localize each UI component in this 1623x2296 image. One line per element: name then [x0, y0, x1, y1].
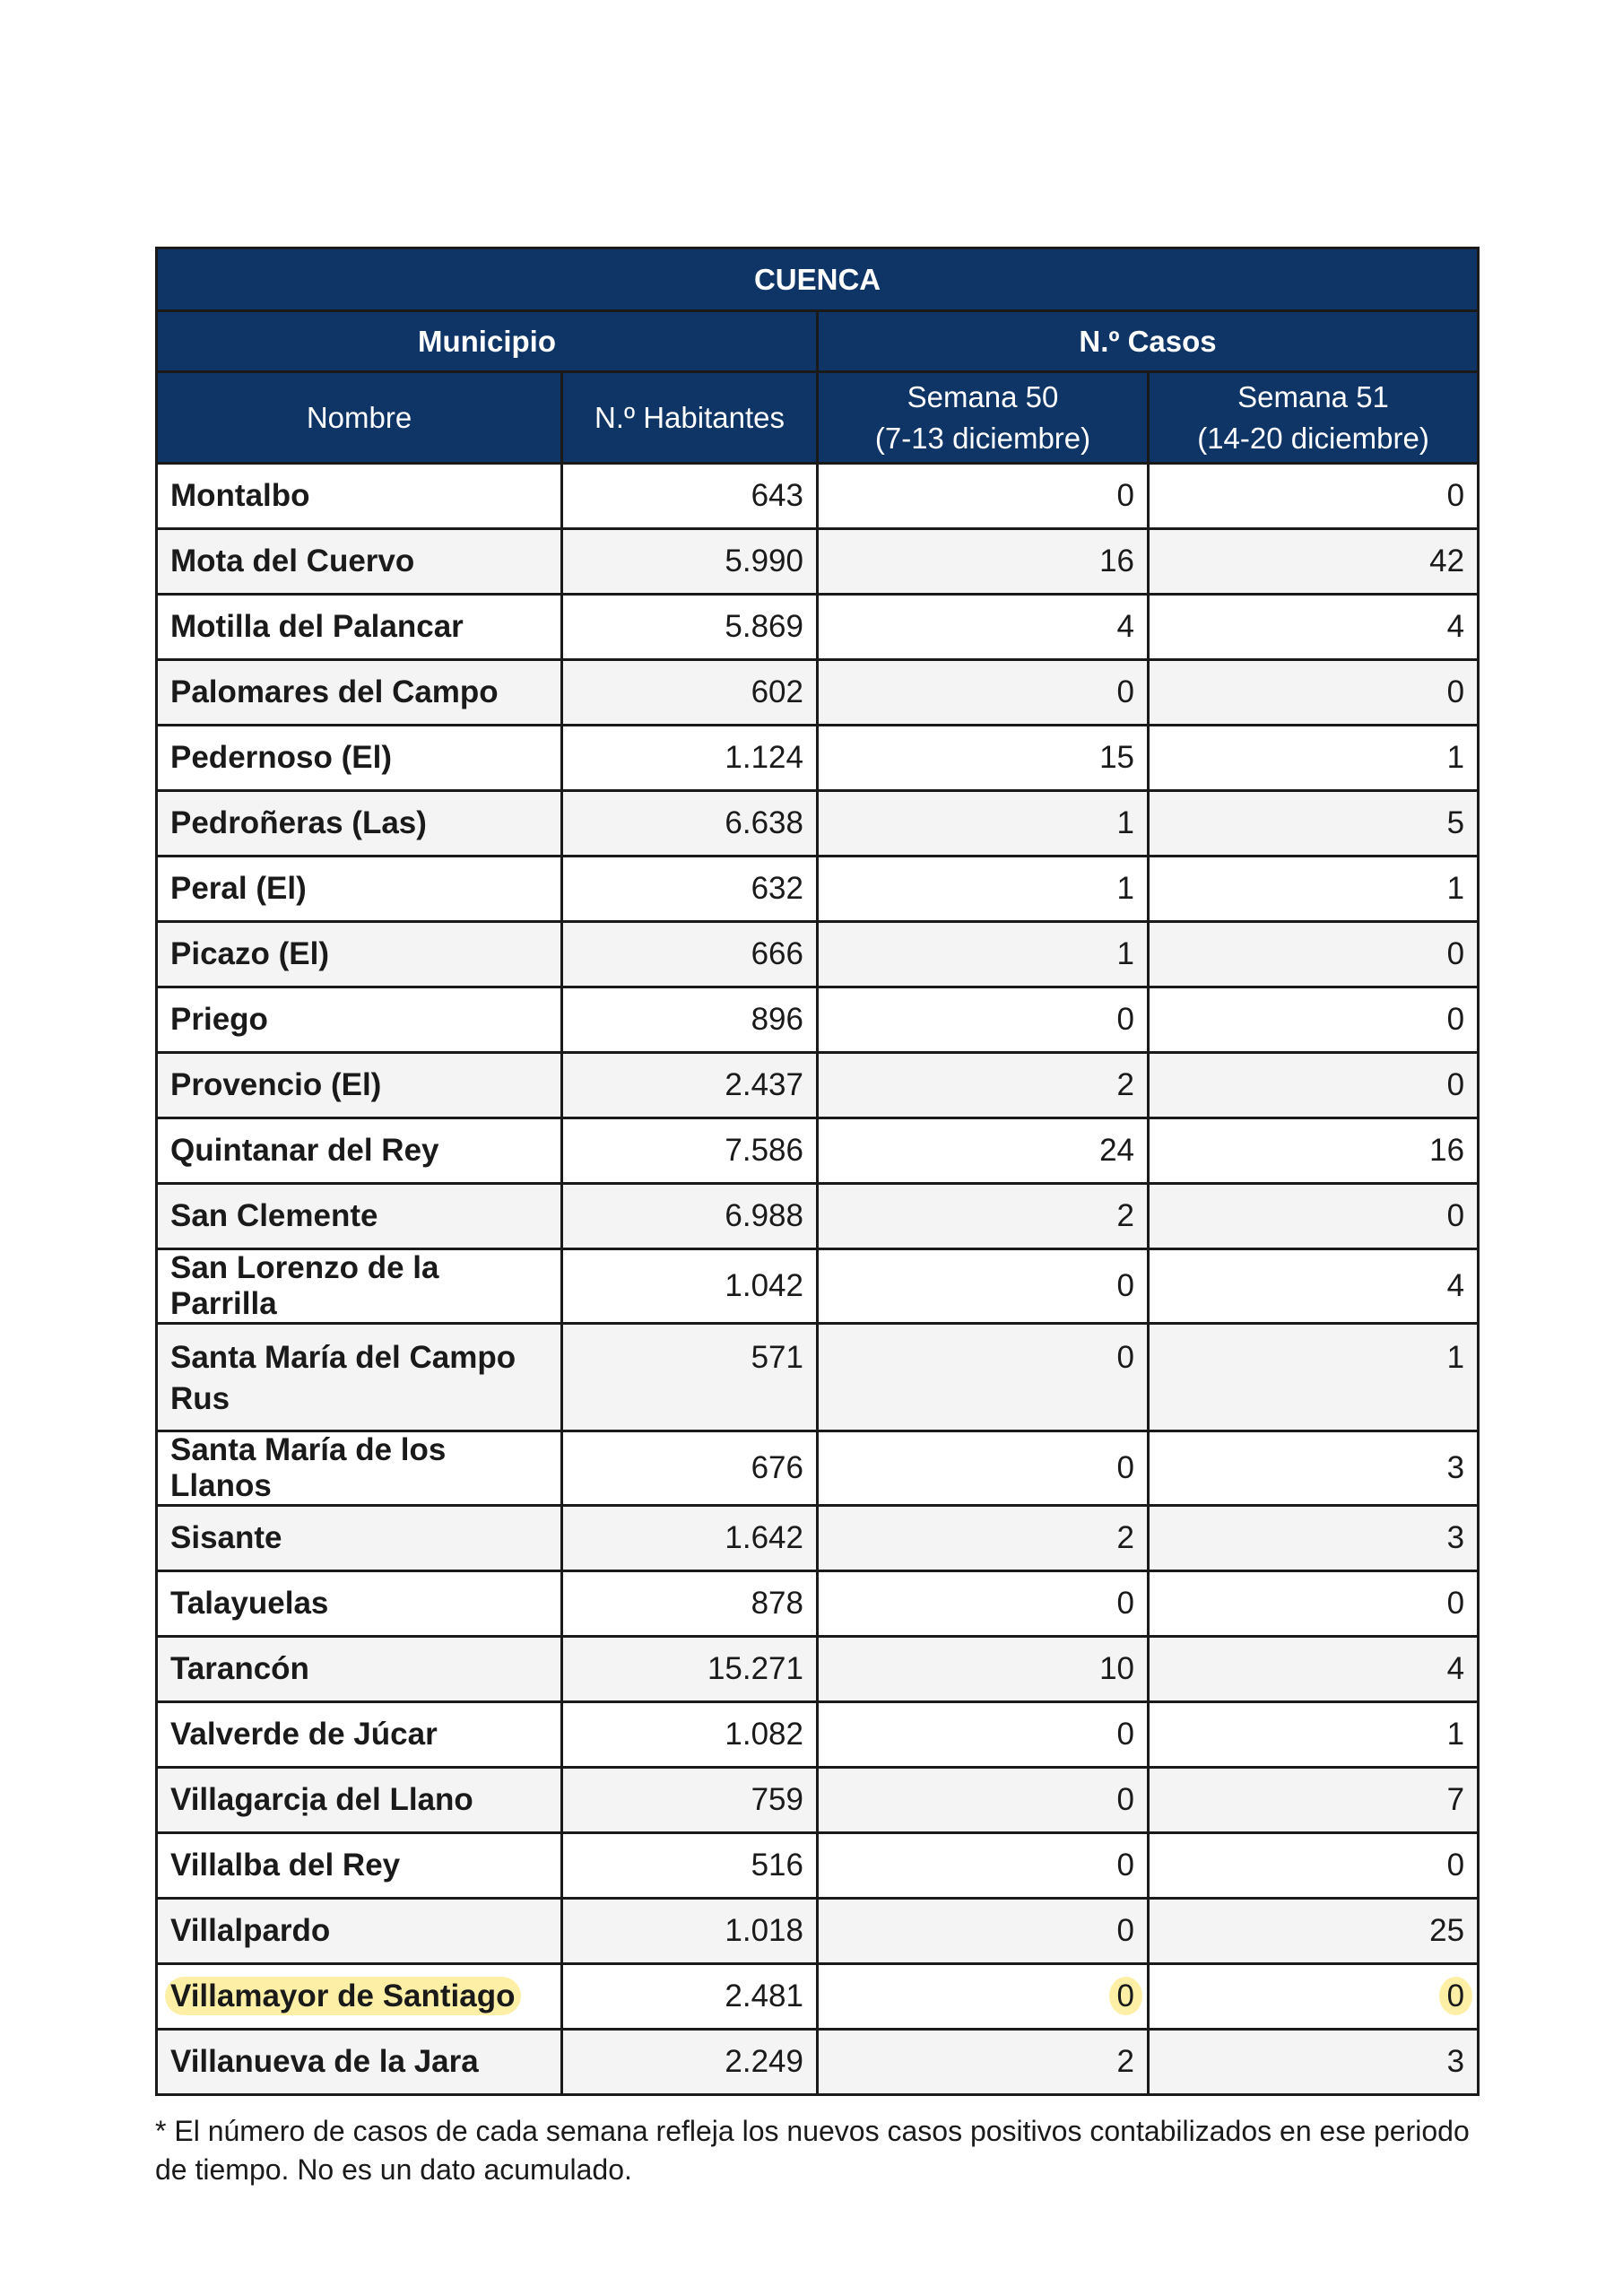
municipio-name: Villalpardo — [157, 1899, 562, 1964]
municipio-name: Quintanar del Rey — [157, 1118, 562, 1184]
municipio-name: Montalbo — [157, 464, 562, 529]
highlighted-semana-51-value: 0 — [1439, 1977, 1472, 2015]
municipio-name: Pedroñeras (Las) — [157, 791, 562, 857]
habitantes-value: 2.249 — [562, 2030, 818, 2095]
municipio-name: Sisante — [157, 1506, 562, 1571]
footnote-line1: * El número de casos de cada semana refleja los nuevos casos positivos contabilizados en ese periodo — [155, 2115, 1470, 2147]
semana-50-value: 2 — [818, 1053, 1149, 1118]
semana-51-value: 0 — [1149, 922, 1479, 987]
semana-51-value: 0 — [1149, 1571, 1479, 1637]
semana-51-value: 0 — [1149, 464, 1479, 529]
semana-51-value: 4 — [1149, 1637, 1479, 1702]
semana-51-value: 42 — [1149, 529, 1479, 595]
group-header-municipio: Municipio — [157, 311, 818, 372]
municipio-name: Valverde de Júcar — [157, 1702, 562, 1768]
habitantes-value: 7.586 — [562, 1118, 818, 1184]
habitantes-value: 666 — [562, 922, 818, 987]
municipio-name: Palomares del Campo — [157, 660, 562, 726]
table-row — [157, 922, 1479, 987]
table-title: CUENCA — [157, 248, 1479, 311]
semana-50-label: Semana 50 — [907, 379, 1059, 413]
semana-50-value: 1 — [818, 791, 1149, 857]
semana-50-value: 0 — [818, 464, 1149, 529]
footnote-line2: de tiempo. No es un dato acumulado. — [155, 2153, 632, 2186]
semana-50-value: 2 — [818, 2030, 1149, 2095]
footnote — [155, 2112, 1477, 2189]
group-header-casos: N.º Casos — [818, 311, 1479, 372]
municipio-name: Villalba del Rey — [157, 1833, 562, 1899]
municipio-name-line2: Rus — [170, 1381, 230, 1416]
municipio-name: Villagarcịa del Llano — [157, 1768, 562, 1833]
semana-51-value: 3 — [1149, 2030, 1479, 2095]
habitantes-value: 1.042 — [562, 1249, 818, 1324]
column-header-habitantes: N.º Habitantes — [562, 372, 818, 464]
semana-51-value: 1 — [1149, 1324, 1479, 1431]
semana-51-value: 0 — [1149, 660, 1479, 726]
semana-51-value: 1 — [1149, 857, 1479, 922]
semana-51-value: 25 — [1149, 1899, 1479, 1964]
semana-50-value: 0 — [818, 1571, 1149, 1637]
habitantes-value: 5.869 — [562, 595, 818, 660]
table-row — [157, 791, 1479, 857]
municipio-name: Mota del Cuervo — [157, 529, 562, 595]
habitantes-value: 878 — [562, 1571, 818, 1637]
habitantes-value: 676 — [562, 1431, 818, 1506]
table-row — [157, 726, 1479, 791]
semana-51-value: 5 — [1149, 791, 1479, 857]
municipio-name: Pedernoso (El) — [157, 726, 562, 791]
municipio-name-line1: Santa María del Campo — [170, 1340, 516, 1375]
column-header-nombre: Nombre — [157, 372, 562, 464]
municipio-name: Motilla del Palancar — [157, 595, 562, 660]
municipio-name — [157, 1324, 562, 1431]
semana-51-label: Semana 51 — [1237, 379, 1389, 413]
habitantes-value: 1.018 — [562, 1899, 818, 1964]
habitantes-value: 1.642 — [562, 1506, 818, 1571]
habitantes-value: 632 — [562, 857, 818, 922]
semana-50-value: 0 — [818, 1833, 1149, 1899]
habitantes-value: 6.638 — [562, 791, 818, 857]
habitantes-value: 602 — [562, 660, 818, 726]
semana-51-value — [1149, 1964, 1479, 2030]
habitantes-value: 2.437 — [562, 1053, 818, 1118]
semana-50-value: 0 — [818, 1324, 1149, 1431]
table-row — [157, 1833, 1479, 1899]
table-row-highlighted — [157, 1964, 1479, 2030]
habitantes-value: 516 — [562, 1833, 818, 1899]
semana-50-value: 0 — [818, 660, 1149, 726]
semana-51-value: 16 — [1149, 1118, 1479, 1184]
table-row — [157, 464, 1479, 529]
municipio-name: Villanueva de la Jara — [157, 2030, 562, 2095]
semana-50-value: 0 — [818, 1702, 1149, 1768]
semana-51-dates: (14-20 diciembre) — [1197, 421, 1429, 455]
habitantes-value: 2.481 — [562, 1964, 818, 2030]
semana-51-value: 1 — [1149, 1702, 1479, 1768]
semana-51-value: 4 — [1149, 1249, 1479, 1324]
habitantes-value: 6.988 — [562, 1184, 818, 1249]
highlighted-municipio-name: Villamayor de Santiago — [165, 1977, 521, 2015]
semana-51-value: 3 — [1149, 1431, 1479, 1506]
municipio-name: Santa María de los Llanos — [157, 1431, 562, 1506]
semana-50-value: 1 — [818, 922, 1149, 987]
table-row — [157, 1431, 1479, 1506]
habitantes-value: 1.124 — [562, 726, 818, 791]
semana-50-value: 0 — [818, 1249, 1149, 1324]
municipio-name: Peral (El) — [157, 857, 562, 922]
table-row — [157, 1637, 1479, 1702]
semana-50-value: 4 — [818, 595, 1149, 660]
municipio-name — [157, 1964, 562, 2030]
semana-50-value: 0 — [818, 1768, 1149, 1833]
table-row — [157, 1118, 1479, 1184]
municipio-name: Picazo (El) — [157, 922, 562, 987]
habitantes-value: 1.082 — [562, 1702, 818, 1768]
municipio-name: San Clemente — [157, 1184, 562, 1249]
table-row — [157, 1899, 1479, 1964]
semana-50-value: 16 — [818, 529, 1149, 595]
table-row — [157, 1324, 1479, 1431]
municipio-name: Priego — [157, 987, 562, 1053]
habitantes-value: 571 — [562, 1324, 818, 1431]
habitantes-value: 15.271 — [562, 1637, 818, 1702]
municipio-name: Talayuelas — [157, 1571, 562, 1637]
semana-50-value: 0 — [818, 987, 1149, 1053]
semana-51-value: 3 — [1149, 1506, 1479, 1571]
table-row — [157, 987, 1479, 1053]
semana-50-value: 24 — [818, 1118, 1149, 1184]
table-row — [157, 2030, 1479, 2095]
semana-50-value: 0 — [818, 1431, 1149, 1506]
table-row — [157, 660, 1479, 726]
table-row — [157, 529, 1479, 595]
habitantes-value: 5.990 — [562, 529, 818, 595]
semana-51-value: 0 — [1149, 1184, 1479, 1249]
habitantes-value: 643 — [562, 464, 818, 529]
table-row — [157, 1184, 1479, 1249]
semana-50-value — [818, 1964, 1149, 2030]
semana-51-value: 4 — [1149, 595, 1479, 660]
municipio-name: Provencio (El) — [157, 1053, 562, 1118]
habitantes-value: 759 — [562, 1768, 818, 1833]
semana-50-dates: (7-13 diciembre) — [874, 421, 1091, 455]
semana-51-value: 0 — [1149, 1053, 1479, 1118]
semana-50-value: 1 — [818, 857, 1149, 922]
table-row — [157, 1768, 1479, 1833]
municipio-name: San Lorenzo de la Parrilla — [157, 1249, 562, 1324]
column-header-semana-50 — [818, 372, 1149, 464]
semana-51-value: 0 — [1149, 1833, 1479, 1899]
semana-51-value: 1 — [1149, 726, 1479, 791]
semana-51-value: 0 — [1149, 987, 1479, 1053]
highlighted-semana-50-value: 0 — [1109, 1977, 1142, 2015]
semana-50-value: 2 — [818, 1506, 1149, 1571]
semana-50-value: 15 — [818, 726, 1149, 791]
table-row — [157, 1571, 1479, 1637]
cuenca-cases-table — [155, 247, 1480, 2096]
semana-51-value: 7 — [1149, 1768, 1479, 1833]
habitantes-value: 896 — [562, 987, 818, 1053]
table-row — [157, 1702, 1479, 1768]
table-row — [157, 1053, 1479, 1118]
semana-50-value: 2 — [818, 1184, 1149, 1249]
semana-50-value: 0 — [818, 1899, 1149, 1964]
municipio-name: Tarancón — [157, 1637, 562, 1702]
column-header-semana-51 — [1149, 372, 1479, 464]
semana-50-value: 10 — [818, 1637, 1149, 1702]
table-row — [157, 595, 1479, 660]
table-row — [157, 1506, 1479, 1571]
table-row — [157, 1249, 1479, 1324]
table-row — [157, 857, 1479, 922]
